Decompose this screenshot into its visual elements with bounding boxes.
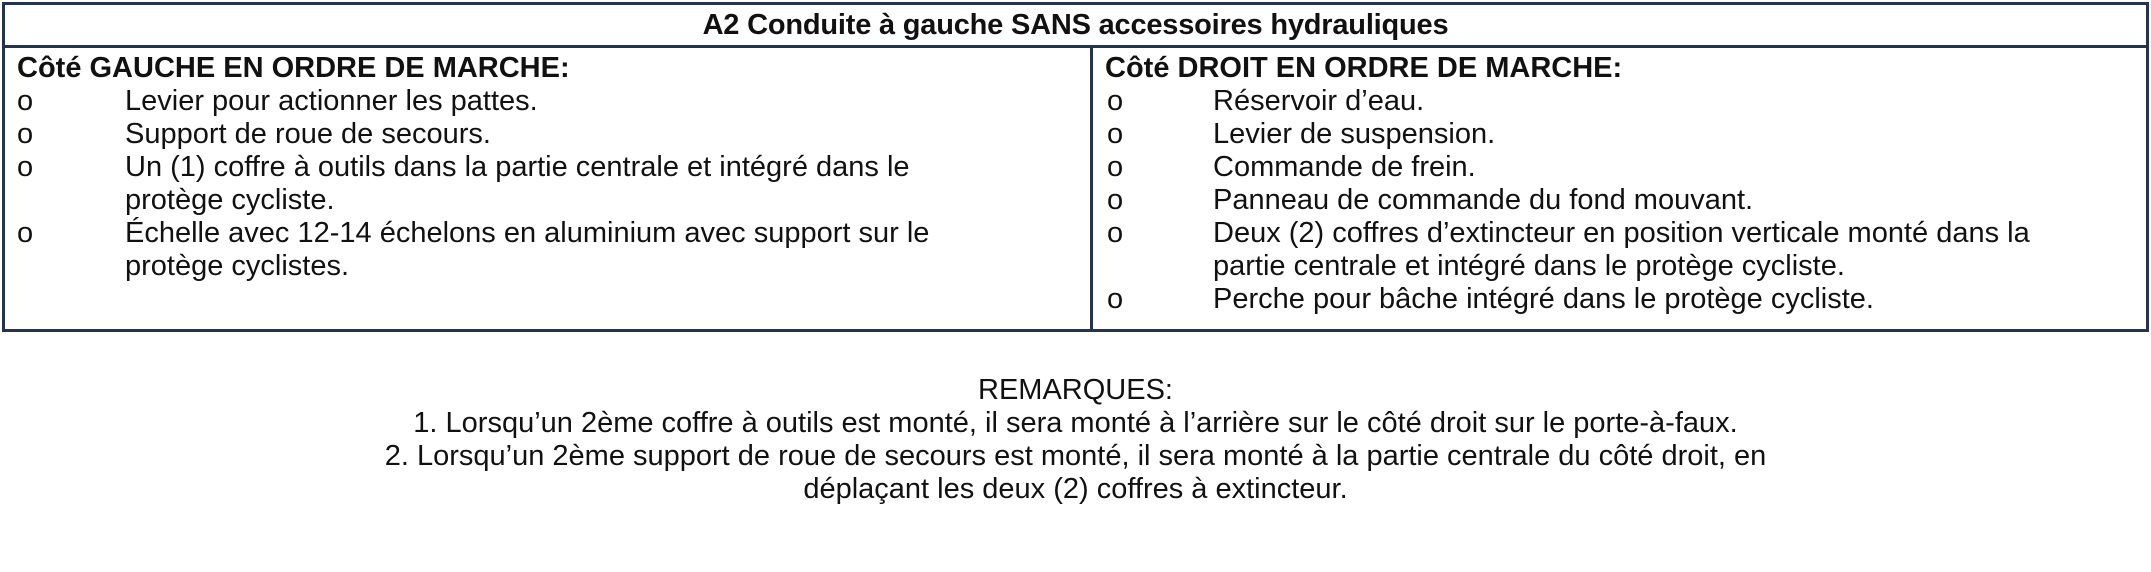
- bullet: o: [1107, 217, 1124, 249]
- bullet: o: [1107, 283, 1124, 315]
- spec-table: [2, 2, 2149, 332]
- item-line: Échelle avec 12-14 échelons en aluminium avec support sur le: [125, 217, 930, 249]
- right-item: [1093, 85, 2146, 118]
- right-side-header: Côté DROIT EN ORDRE DE MARCHE:: [1105, 52, 1623, 84]
- right-item: [1093, 283, 2146, 316]
- bullet: o: [1107, 118, 1124, 150]
- left-side-column: [5, 48, 1090, 329]
- remarks-heading: REMARQUES:: [978, 374, 1173, 406]
- item-line: Levier pour actionner les pattes.: [125, 85, 538, 117]
- remark-line: 2. Lorsqu’un 2ème support de roue de secours est monté, il sera monté à la partie centrale du côté droit, en: [384, 440, 1767, 472]
- bullet: o: [1107, 151, 1124, 183]
- bullet: o: [17, 118, 34, 150]
- item-line: Réservoir d’eau.: [1213, 85, 1425, 117]
- remark-line: 1. Lorsqu’un 2ème coffre à outils est monté, il sera monté à l’arrière sur le côté droit sur le porte-à-faux.: [413, 407, 1738, 439]
- table-title: A2 Conduite à gauche SANS accessoires hydrauliques: [5, 5, 2146, 48]
- bullet: o: [1107, 85, 1124, 117]
- item-line: Levier de suspension.: [1213, 118, 1496, 150]
- left-item: [5, 217, 1090, 283]
- right-item: [1093, 184, 2146, 217]
- item-line: Perche pour bâche intégré dans le protège cycliste.: [1213, 283, 1874, 315]
- left-item: [5, 85, 1090, 118]
- item-line: Support de roue de secours.: [125, 118, 491, 150]
- right-side-column: [1093, 48, 2146, 329]
- bullet: o: [17, 151, 34, 183]
- bullet: o: [1107, 184, 1124, 216]
- bullet: o: [17, 217, 34, 249]
- item-line: protège cyclistes.: [125, 250, 350, 282]
- bullet: o: [17, 85, 34, 117]
- left-item: [5, 118, 1090, 151]
- right-item: [1093, 118, 2146, 151]
- left-side-header: Côté GAUCHE EN ORDRE DE MARCHE:: [17, 52, 570, 84]
- item-line: Panneau de commande du fond mouvant.: [1213, 184, 1754, 216]
- right-item: [1093, 217, 2146, 283]
- item-line: Un (1) coffre à outils dans la partie centrale et intégré dans le: [125, 151, 910, 183]
- item-line: Deux (2) coffres d’extincteur en position verticale monté dans la: [1213, 217, 2030, 249]
- left-item: [5, 151, 1090, 217]
- item-line: partie centrale et intégré dans le protège cycliste.: [1213, 250, 1845, 282]
- remarks-section: [0, 374, 2151, 506]
- item-line: Commande de frein.: [1213, 151, 1476, 183]
- item-line: protège cycliste.: [125, 184, 335, 216]
- right-item: [1093, 151, 2146, 184]
- remark-line: déplaçant les deux (2) coffres à extincteur.: [803, 473, 1348, 505]
